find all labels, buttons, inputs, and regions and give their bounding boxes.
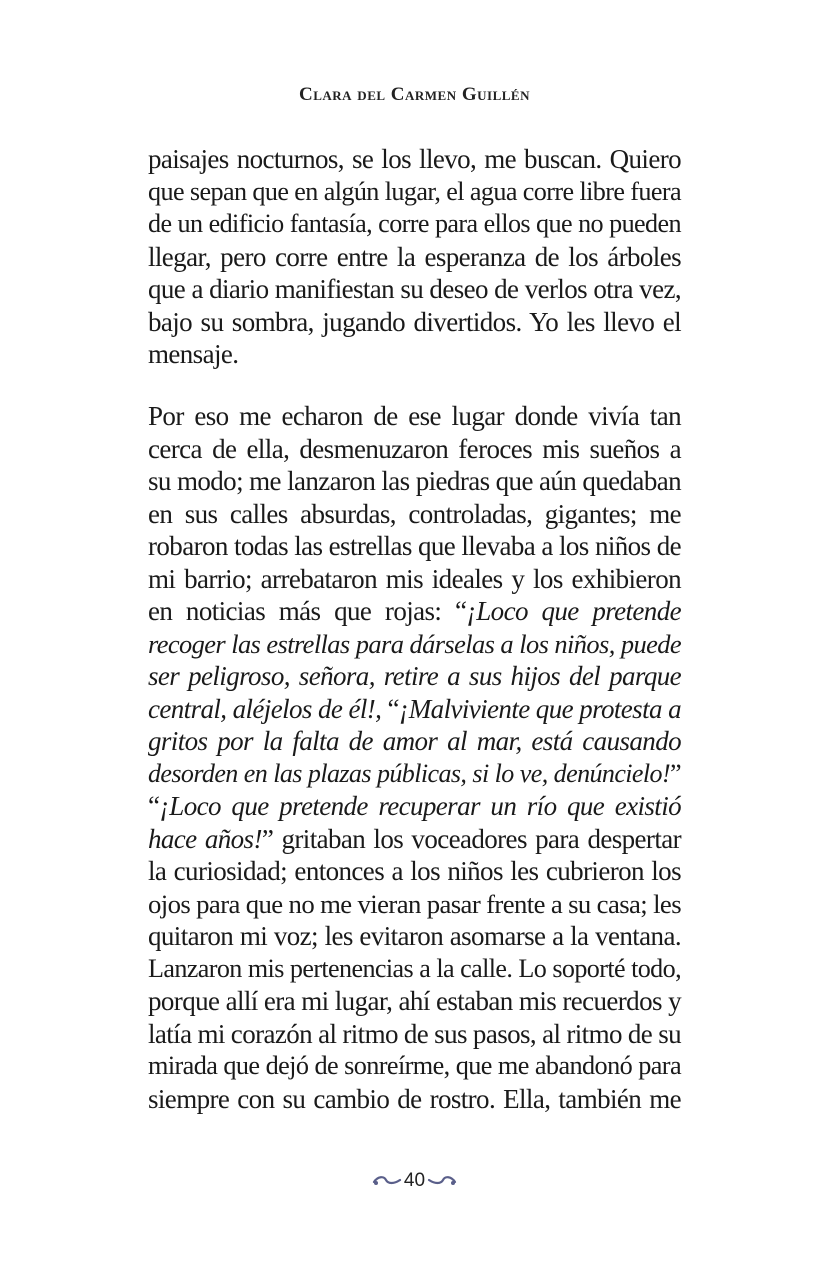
text-line: ojos para que no me vieran pasar frente a su casa; les	[148, 888, 681, 919]
quote-run: ¡Loco que pretende recuperar un río que existió	[159, 791, 681, 821]
text-line: en sus calles absurdas, controladas, gigantes; me	[148, 498, 681, 529]
quote-run: central, aléjelos de él!,	[148, 693, 382, 724]
text-line: latía mi corazón al ritmo de sus pasos, al ritmo de su	[148, 1018, 681, 1049]
text-line	[148, 790, 681, 823]
text-line: siempre con su cambio de rostro. Ella, también me	[148, 1083, 681, 1114]
text-line	[148, 758, 681, 791]
text-line	[148, 725, 681, 758]
text-line: bajo su sombra, jugando divertidos. Yo les llevo el	[148, 306, 681, 337]
text-line	[148, 660, 681, 693]
text-line: porque allí era mi lugar, ahí estaban mis recuerdos y	[148, 986, 681, 1016]
text-line: mirada que dejó de sonreírme, que me abandonó para	[148, 1051, 681, 1080]
left-ornament-icon	[372, 1174, 402, 1188]
text-line: robaron todas las estrellas que llevaba a los niños de	[148, 531, 681, 561]
text-line: su modo; me lanzaron las piedras que aún quedaban	[148, 466, 681, 496]
right-ornament-icon	[427, 1174, 457, 1188]
text-line: llegar, pero corre entre la esperanza de los árboles	[148, 241, 681, 272]
text-line: paisajes nocturnos, se los llevo, me buscan. Quiero	[148, 144, 681, 174]
text-line: Lanzaron mis pertenencias a la calle. Lo soporté todo,	[148, 953, 681, 983]
text-line	[148, 693, 681, 726]
text-line: de un edificio fantasía, corre para ellos que no pueden	[148, 209, 681, 238]
text-line: mi barrio; arrebataron mis ideales y los exhibieron	[148, 563, 681, 594]
text-line: cerca de ella, desmenuzaron feroces mis sueños a	[148, 433, 681, 464]
text-line: la curiosidad; entonces a los niños les cubrieron los	[148, 856, 681, 886]
text-line: Por eso me echaron de ese lugar donde vivía tan	[148, 401, 681, 431]
text-line	[148, 628, 681, 661]
text-run: en noticias más que rojas: “	[148, 596, 467, 626]
quote-run: ¡Malviviente que protesta a	[398, 693, 681, 724]
text-run: “	[148, 791, 160, 821]
quote-run: desorden en las plazas públicas, si lo ve, denúncielo!	[148, 758, 671, 788]
text-line: que sepan que en algún lugar, el agua corre libre fuera	[148, 176, 681, 206]
text-line: quitaron mi voz; les evitaron asomarse a la ventana.	[148, 921, 681, 951]
text-run: ” gritaban los voceadores para despertar	[261, 823, 681, 854]
text-run: ”	[670, 758, 681, 788]
text-line: que a diario manifiestan su deseo de verlos otra vez,	[148, 274, 681, 304]
page-number: 40	[403, 1170, 426, 1191]
text-line	[148, 595, 681, 628]
text-line: mensaje.	[148, 339, 239, 369]
running-header: Clara del Carmen Guillén	[299, 84, 530, 105]
text-run: “	[381, 693, 399, 724]
quote-run: gritos por la falta de amor al mar, está causando	[148, 726, 681, 756]
paragraph-1	[148, 143, 681, 371]
text-line	[148, 823, 681, 856]
quote-run: recoger las estrellas para dárselas a los niños, puede	[148, 628, 681, 659]
paragraph-2	[148, 400, 681, 1115]
quote-run: hace años!	[148, 823, 262, 854]
quote-run: ¡Loco que pretende	[466, 596, 681, 626]
page-footer	[0, 1170, 829, 1192]
quote-run: ser peligroso, señora, retire a sus hijos del parque	[148, 661, 681, 691]
